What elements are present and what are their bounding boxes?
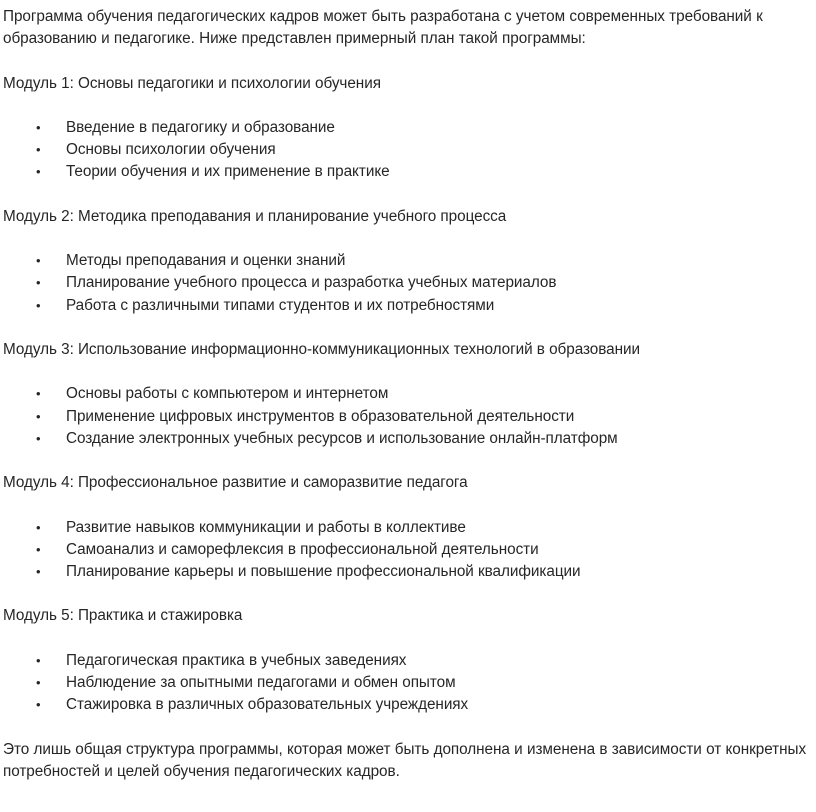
list-item: • Основы работы с компьютером и интернетом [3,383,812,405]
module-list-2 [3,250,812,317]
list-item: • Введение в педагогику и образование [3,117,812,139]
paragraph-spacer [3,228,812,250]
paragraph-spacer [3,95,812,117]
module-list-1 [3,117,812,184]
module-heading-1: Модуль 1: Основы педагогики и психологии обучения [3,74,381,92]
paragraph-spacer [3,450,812,472]
module-heading-5: Модуль 5: Практика и стажировка [3,607,243,625]
paragraph-spacer [3,50,812,72]
paragraph-spacer [3,716,812,738]
list-item: • Наблюдение за опытными педагогами и обмен опытом [3,672,812,694]
list-item: • Планирование учебного процесса и разработка учебных материалов [3,272,812,294]
list-item: • Методы преподавания и оценки знаний [3,250,812,272]
closing-paragraph: Это лишь общая структура программы, которая может быть дополнена и изменена в зависимости от конкретных потребностей и целей обучения педагогических кадров. [3,740,807,780]
list-item: • Стажировка в различных образовательных учреждениях [3,694,812,716]
list-item: • Создание электронных учебных ресурсов и использование онлайн-платформ [3,428,812,450]
module-list-3 [3,383,812,450]
paragraph-spacer [3,184,812,206]
list-item: • Применение цифровых инструментов в образовательной деятельности [3,406,812,428]
paragraph-spacer [3,628,812,650]
list-item: • Педагогическая практика в учебных заведениях [3,650,812,672]
list-item: • Самоанализ и саморефлексия в профессиональной деятельности [3,539,812,561]
module-list-5 [3,650,812,717]
paragraph-spacer [3,494,812,516]
module-list-4 [3,517,812,584]
intro-paragraph: Программа обучения педагогических кадров может быть разработана с учетом современных требований к образованию и педагогике. Ниже представлен примерный план такой программы: [3,8,763,48]
list-item: • Развитие навыков коммуникации и работы в коллективе [3,517,812,539]
paragraph-spacer [3,361,812,383]
list-item: • Основы психологии обучения [3,139,812,161]
list-item: • Планирование карьеры и повышение профессиональной квалификации [3,561,812,583]
list-item: • Теории обучения и их применение в практике [3,161,812,183]
module-heading-3: Модуль 3: Использование информационно-коммуникационных технологий в образовании [3,340,640,358]
paragraph-spacer [3,317,812,339]
paragraph-spacer [3,583,812,605]
module-heading-4: Модуль 4: Профессиональное развитие и саморазвитие педагога [3,474,468,492]
module-heading-2: Модуль 2: Методика преподавания и планирование учебного процесса [3,207,507,225]
list-item: • Работа с различными типами студентов и их потребностями [3,295,812,317]
